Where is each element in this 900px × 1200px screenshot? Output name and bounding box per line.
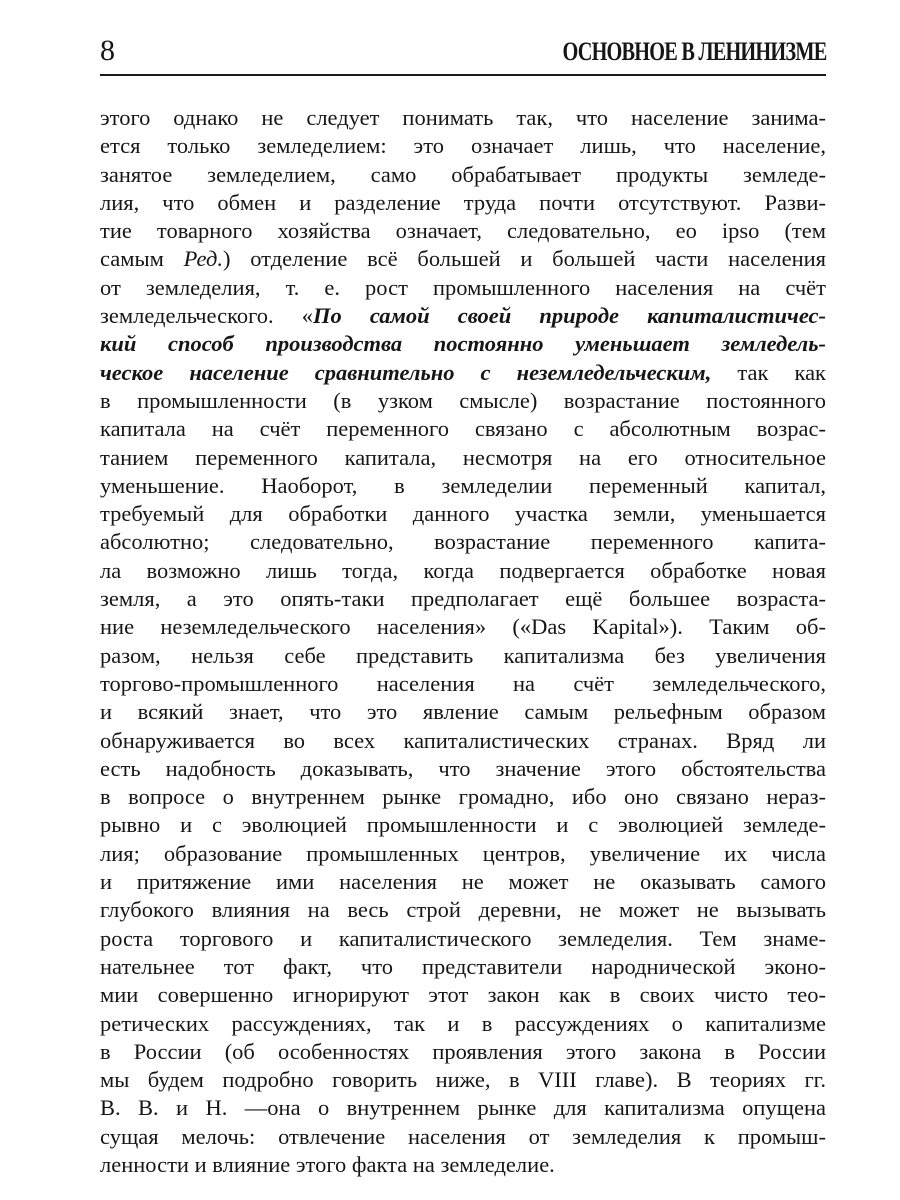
emphasized-quote: ческое население сравнительно с неземледельческим, (100, 359, 712, 385)
text-line-7: от земледелия, т. е. рост промышленного населения на счёт (100, 274, 826, 300)
text-line-26: рывно и с эволюцией промышленности и с эволюцией земледе- (100, 812, 826, 838)
text-line-13: танием переменного капитала, несмотря на его относительное (100, 444, 826, 470)
text-line-9: кий способ производства постоянно уменьшает земледель- (100, 331, 826, 357)
text-line-5: тие товарного хозяйства означает, следовательно, eo ipso (тем (100, 218, 826, 244)
text-line-17: ла возможно лишь тогда, когда подвергается обработке новая (100, 557, 826, 583)
text-line-6 (100, 245, 826, 273)
page-number: 8 (100, 34, 115, 67)
text-line-18: земля, а это опять-таки предполагает ещё большее возраста- (100, 586, 826, 612)
text-line-30: роста торгового и капиталистического земледелия. Тем знаме- (100, 925, 826, 951)
editor-note: Ред. (183, 246, 223, 272)
text-line-1: этого однако не следует понимать так, что население занима- (100, 105, 826, 130)
text-line-16: абсолютно; следовательно, возрастание переменного капита- (100, 529, 826, 555)
text-line-21: торгово-промышленного населения на счёт земледельческого, (100, 670, 826, 696)
text-line-14: уменьшение. Наоборот, в земледелии переменный капитал, (100, 472, 826, 498)
text-line-11: в промышленности (в узком смысле) возрастание постоянного (100, 387, 826, 413)
text-line-28: и притяжение ими населения не может не оказывать самого (100, 869, 826, 895)
text-line-27: лия; образование промышленных центров, увеличение их числа (100, 840, 826, 866)
text-line-20: разом, нельзя себе представить капитализма без увеличения (100, 642, 826, 668)
text-line-34: в России (об особенностях проявления этого закона в России (100, 1038, 826, 1064)
text-line-23: обнаруживается во всех капиталистических странах. Вряд ли (100, 727, 826, 753)
text-line-3: занятое земледелием, само обрабатывает продукты земледе- (100, 161, 826, 187)
text-line-24: есть надобность доказывать, что значение этого обстоятельства (100, 755, 826, 781)
text-line-29: глубокого влияния на весь строй деревни, не может не вызывать (100, 897, 826, 923)
text-line-22: и всякий знает, что это явление самым рельефным образом (100, 699, 826, 725)
text-run: ) отделение всё большей и большей части населения (222, 246, 826, 272)
emphasized-quote: По самой своей природе капиталистичес- (313, 303, 826, 329)
text-line-31: нательнее тот факт, что представители народнической эконо- (100, 953, 826, 979)
running-head (100, 28, 826, 76)
text-line-4: лия, что обмен и разделение труда почти отсутствуют. Разви- (100, 189, 826, 215)
text-line-12: капитала на счёт переменного связано с абсолютным возрас- (100, 416, 826, 442)
text-line-8 (100, 302, 826, 330)
text-line-15: требуемый для обработки данного участка земли, уменьшается (100, 501, 826, 527)
text-run: самым (100, 246, 184, 272)
text-line-25: в вопросе о внутреннем рынке громадно, ибо оно связано нераз- (100, 784, 826, 810)
book-title: ОСНОВНОЕ В ЛЕНИНИЗМЕ (562, 37, 826, 66)
text-line-33: ретических рассуждениях, так и в рассуждениях о капитализме (100, 1010, 826, 1036)
text-line-32: мии совершенно игнорируют этот закон как в своих чисто тео- (100, 982, 826, 1008)
text-run: так как (711, 359, 826, 385)
body-text (100, 104, 826, 1179)
text-line-10 (100, 359, 826, 387)
text-run: земледельческого. « (100, 303, 314, 329)
text-line-38: ленности и влияние этого факта на земледелие. (100, 1151, 555, 1177)
text-line-36: В. В. и Н. —она о внутреннем рынке для капитализма опущена (100, 1095, 826, 1121)
text-line-35: мы будем подробно говорить ниже, в VIII главе). В теориях гг. (100, 1067, 826, 1093)
text-line-37: сущая мелочь: отвлечение населения от земледелия к промыш- (100, 1123, 826, 1149)
text-line-2: ется только земледелием: это означает лишь, что население, (100, 133, 826, 159)
text-line-19: ние неземледельческого населения» («Das Kapital»). Таким об- (100, 614, 826, 640)
